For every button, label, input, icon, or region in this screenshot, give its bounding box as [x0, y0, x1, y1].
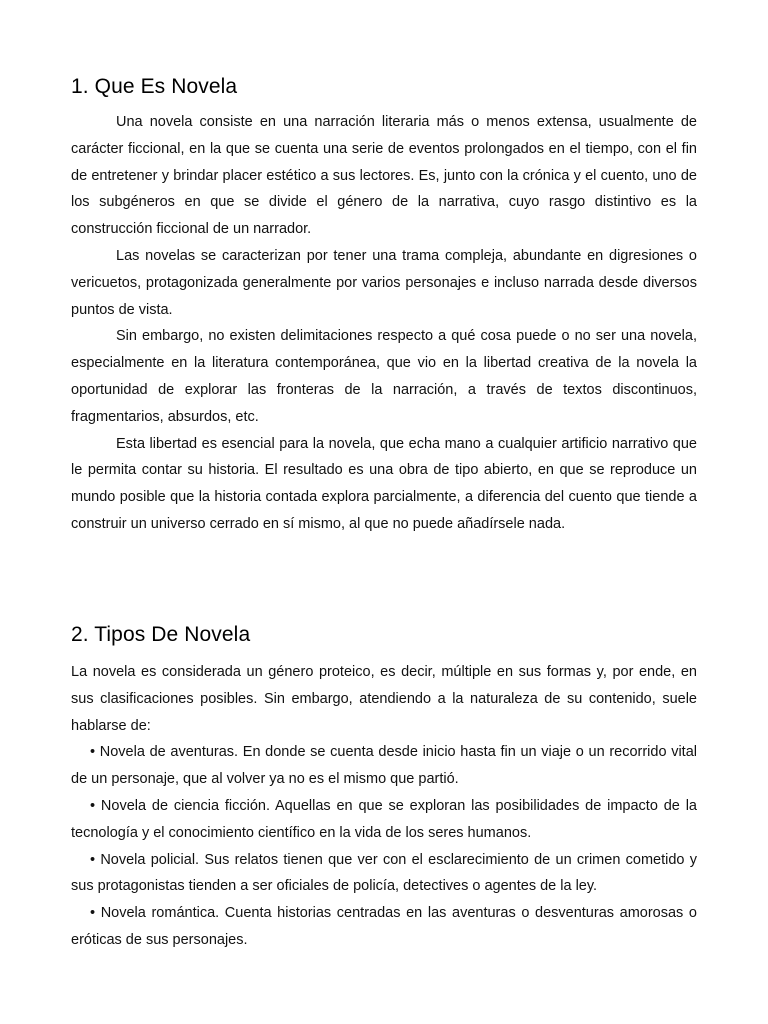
- list-item-romantica: • Novela romántica. Cuenta historias centradas en las aventuras o desventuras amorosas o eróticas de sus personajes.: [71, 905, 697, 948]
- section-body-tipos-de-novela: [71, 659, 697, 954]
- section-heading-que-es-novela: 1. Que Es Novela: [71, 75, 238, 98]
- section-body-que-es-novela: [71, 109, 697, 538]
- paragraph: Sin embargo, no existen delimitaciones respecto a qué cosa puede o no ser una novela, especialmente en la literatura contemporánea, que vio en la libertad creativa de la novela la oportunidad de explorar las fronteras de la narración, a través de textos discontinuos, fragmentarios, absurdos, etc.: [71, 328, 697, 425]
- paragraph: Esta libertad es esencial para la novela, que echa mano a cualquier artificio narrativo que le permita contar su historia. El resultado es una obra de tipo abierto, en que se reproduce un mundo posible que la historia contada explora parcialmente, a diferencia del cuento que tiende a construir un universo cerrado en sí mismo, al que no puede añadírsele nada.: [71, 435, 697, 532]
- paragraph: Las novelas se caracterizan por tener una trama compleja, abundante en digresiones o vericuetos, protagonizada generalmente por varios personajes e incluso narrada desde diversos puntos de vista.: [71, 247, 697, 318]
- section-heading-tipos-de-novela: 2. Tipos De Novela: [71, 623, 251, 646]
- list-item-policial: • Novela policial. Sus relatos tienen que ver con el esclarecimiento de un crimen cometido y sus protagonistas tienden a ser oficiales de policía, detectives o agentes de la ley.: [71, 851, 697, 895]
- list-item-aventuras: • Novela de aventuras. En donde se cuenta desde inicio hasta fin un viaje o un recorrido vital de un personaje, que al volver ya no es el mismo que partió.: [71, 744, 697, 788]
- list-item-ciencia-ficcion: • Novela de ciencia ficción. Aquellas en que se exploran las posibilidades de impacto de la tecnología y el conocimiento científico en la vida de los seres humanos.: [71, 797, 697, 841]
- intro-paragraph: La novela es considerada un género proteico, es decir, múltiple en sus formas y, por ende, en sus clasificaciones posibles. Sin embargo, atendiendo a la naturaleza de su contenido, suele hablarse de:: [71, 664, 697, 734]
- paragraph: Una novela consiste en una narración literaria más o menos extensa, usualmente de carácter ficcional, en la que se cuenta una serie de eventos prolongados en el tiempo, con el fin de entretener y brindar placer estético a sus lectores. Es, junto con la crónica y el cuento, uno de los subgéneros en que se divide el género de la narrativa, cuyo rasgo distintivo es la construcción ficcional de un narrador.: [71, 114, 697, 238]
